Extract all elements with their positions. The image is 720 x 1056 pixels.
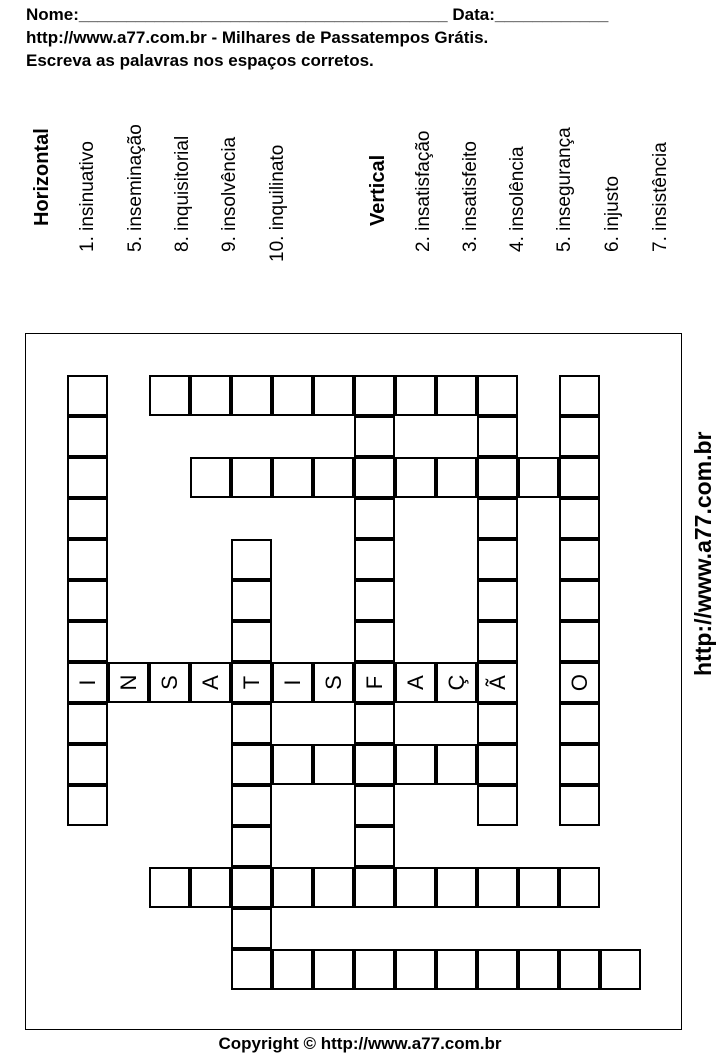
site-line: http://www.a77.com.br - Milhares de Passatempos Grátis. [26, 28, 489, 47]
horizontal-clue: 10. inquilinato [267, 144, 288, 262]
grid-cell[interactable] [559, 621, 600, 662]
grid-cell[interactable] [190, 867, 231, 908]
grid-cell[interactable] [272, 744, 313, 785]
grid-cell[interactable] [477, 580, 518, 621]
grid-cell[interactable] [477, 744, 518, 785]
grid-cell[interactable] [272, 949, 313, 990]
grid-cell[interactable] [395, 457, 436, 498]
vertical-clue: 4. insolência [507, 146, 528, 252]
side-url: http://www.a77.com.br [690, 431, 716, 676]
grid-cell[interactable] [354, 949, 395, 990]
vertical-clue: 3. insatisfeito [460, 141, 481, 252]
grid-letter: N [115, 674, 141, 691]
grid-cell[interactable] [477, 539, 518, 580]
vertical-clue: 7. insistência [650, 142, 671, 252]
grid-letter: I [279, 679, 305, 686]
grid-letter: Ã [484, 675, 510, 690]
grid-cell[interactable] [231, 785, 272, 826]
grid-cell[interactable] [231, 703, 272, 744]
grid-cell[interactable] [108, 662, 149, 703]
grid-cell[interactable] [395, 375, 436, 416]
grid-cell[interactable] [477, 949, 518, 990]
grid-cell[interactable] [559, 457, 600, 498]
grid-cell[interactable] [149, 375, 190, 416]
grid-cell[interactable] [231, 457, 272, 498]
grid-cell[interactable] [518, 867, 559, 908]
grid-cell[interactable] [354, 457, 395, 498]
grid-cell[interactable] [395, 949, 436, 990]
grid-cell[interactable] [67, 621, 108, 662]
grid-cell[interactable] [518, 457, 559, 498]
grid-cell[interactable] [477, 621, 518, 662]
grid-cell[interactable] [354, 744, 395, 785]
grid-cell[interactable] [477, 457, 518, 498]
grid-cell[interactable] [559, 867, 600, 908]
grid-cell[interactable] [354, 621, 395, 662]
grid-cell[interactable] [518, 949, 559, 990]
grid-letter: T [238, 675, 264, 690]
grid-cell[interactable] [559, 416, 600, 457]
grid-cell[interactable] [477, 662, 518, 703]
grid-letter: Ç [443, 674, 469, 691]
grid-cell[interactable] [559, 580, 600, 621]
grid-cell[interactable] [477, 375, 518, 416]
grid-cell[interactable] [600, 949, 641, 990]
grid-letter: S [156, 675, 182, 690]
grid-cell[interactable] [231, 826, 272, 867]
grid-cell[interactable] [395, 744, 436, 785]
grid-cell[interactable] [67, 539, 108, 580]
grid-cell[interactable] [313, 457, 354, 498]
grid-cell[interactable] [67, 703, 108, 744]
grid-cell[interactable] [231, 949, 272, 990]
grid-cell[interactable] [67, 498, 108, 539]
grid-cell[interactable] [231, 539, 272, 580]
vertical-clue: 5. insegurança [554, 127, 575, 252]
grid-cell[interactable] [559, 785, 600, 826]
grid-cell[interactable] [231, 908, 272, 949]
vertical-clue: 2. insatisfação [413, 130, 434, 252]
grid-letter: I [74, 679, 100, 686]
grid-cell[interactable] [436, 457, 477, 498]
vertical-clue: 6. injusto [602, 175, 623, 252]
grid-cell[interactable] [231, 621, 272, 662]
grid-cell[interactable] [67, 416, 108, 457]
grid-cell[interactable] [395, 662, 436, 703]
grid-cell[interactable] [559, 662, 600, 703]
grid-cell[interactable] [272, 457, 313, 498]
grid-cell[interactable] [313, 375, 354, 416]
instruction-line: Escreva as palavras nos espaços corretos. [26, 51, 374, 70]
grid-cell[interactable] [313, 867, 354, 908]
grid-cell[interactable] [313, 949, 354, 990]
horizontal-clue: 5. inseminação [125, 124, 146, 252]
grid-cell[interactable] [67, 457, 108, 498]
grid-cell[interactable] [436, 867, 477, 908]
grid-cell[interactable] [354, 867, 395, 908]
grid-cell[interactable] [231, 375, 272, 416]
grid-cell[interactable] [477, 703, 518, 744]
grid-cell[interactable] [436, 744, 477, 785]
grid-cell[interactable] [354, 580, 395, 621]
grid-cell[interactable] [395, 867, 436, 908]
grid-cell[interactable] [354, 785, 395, 826]
grid-cell[interactable] [272, 662, 313, 703]
grid-cell[interactable] [477, 416, 518, 457]
grid-cell[interactable] [436, 949, 477, 990]
grid-cell[interactable] [477, 867, 518, 908]
grid-cell[interactable] [149, 662, 190, 703]
grid-letter: A [402, 675, 428, 690]
horizontal-clue: 9. insolvência [219, 136, 240, 252]
horizontal-title: Horizontal [31, 128, 53, 226]
grid-cell[interactable] [354, 416, 395, 457]
grid-cell[interactable] [436, 375, 477, 416]
grid-letter: F [361, 675, 387, 690]
grid-cell[interactable] [190, 375, 231, 416]
grid-cell[interactable] [559, 375, 600, 416]
grid-cell[interactable] [313, 662, 354, 703]
grid-cell[interactable] [354, 539, 395, 580]
grid-cell[interactable] [354, 826, 395, 867]
grid-cell[interactable] [477, 785, 518, 826]
grid-letter: S [320, 675, 346, 690]
grid-cell[interactable] [231, 744, 272, 785]
grid-letter: A [197, 675, 223, 690]
grid-cell[interactable] [354, 703, 395, 744]
horizontal-clue: 8. inquisitorial [172, 135, 193, 252]
grid-cell[interactable] [67, 375, 108, 416]
grid-cell[interactable] [231, 580, 272, 621]
vertical-title: Vertical [367, 154, 389, 226]
grid-cell[interactable] [272, 375, 313, 416]
grid-cell[interactable] [67, 744, 108, 785]
name-date-line: Nome:_______________________________________ Data:____________ [26, 5, 609, 24]
grid-letter: O [566, 673, 592, 692]
grid-cell[interactable] [313, 744, 354, 785]
grid-cell[interactable] [231, 867, 272, 908]
grid-cell[interactable] [272, 867, 313, 908]
horizontal-clue: 1. insinuativo [77, 141, 98, 252]
grid-cell[interactable] [559, 744, 600, 785]
grid-cell[interactable] [67, 785, 108, 826]
grid-cell[interactable] [354, 498, 395, 539]
grid-cell[interactable] [190, 457, 231, 498]
grid-cell[interactable] [354, 662, 395, 703]
grid-cell[interactable] [477, 498, 518, 539]
grid-cell[interactable] [559, 703, 600, 744]
copyright-footer: Copyright © http://www.a77.com.br [218, 1034, 502, 1053]
grid-cell[interactable] [67, 662, 108, 703]
grid-cell[interactable] [559, 498, 600, 539]
grid-cell[interactable] [190, 662, 231, 703]
grid-cell[interactable] [436, 662, 477, 703]
grid-cell[interactable] [231, 662, 272, 703]
grid-cell[interactable] [149, 867, 190, 908]
grid-cell[interactable] [559, 539, 600, 580]
grid-cell[interactable] [67, 580, 108, 621]
grid-cell[interactable] [354, 375, 395, 416]
grid-cell[interactable] [559, 949, 600, 990]
